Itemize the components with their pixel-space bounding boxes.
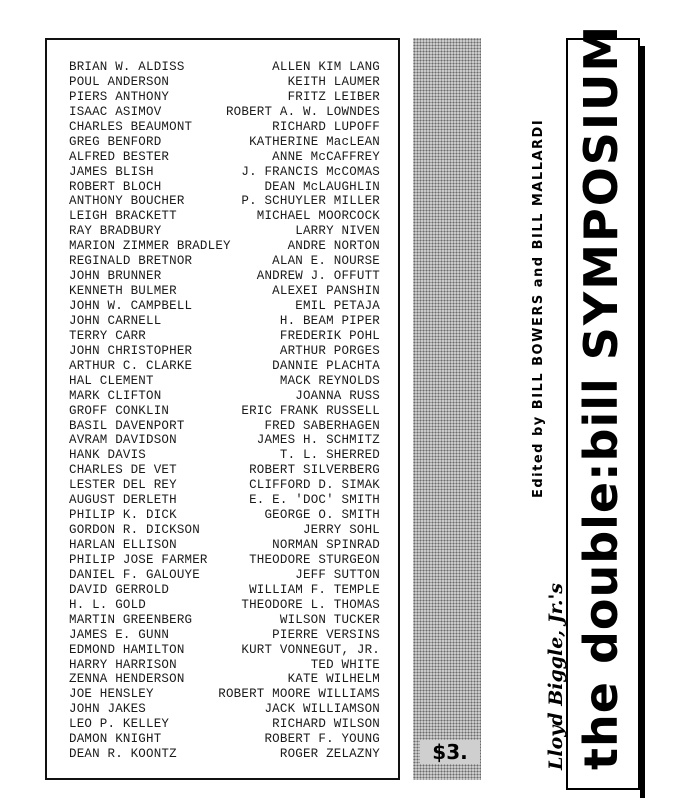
- contributors-right-column: [218, 60, 380, 762]
- contributor-name: ANDREW J. OFFUTT: [256, 269, 380, 284]
- title-prefix: the double:bill: [574, 377, 628, 770]
- contributor-name: HARLAN ELLISON: [69, 538, 177, 552]
- contributor-name: J. FRANCIS McCOMAS: [241, 164, 380, 179]
- contributor-name: JOHN W. CAMPBELL: [69, 299, 193, 313]
- contributor-name: DEAN McLAUGHLIN: [264, 179, 380, 194]
- contributor-name: DANIEL F. GALOUYE: [69, 567, 200, 582]
- contributor-name: P. SCHUYLER MILLER: [241, 194, 380, 209]
- contributor-name: FRITZ LEIBER: [287, 89, 380, 104]
- contributor-name: JOHN CARNELL: [69, 313, 162, 328]
- contributor-name: ALFRED BESTER: [69, 149, 170, 164]
- contributor-name: RICHARD WILSON: [272, 717, 380, 732]
- contributor-name: PIERS ANTHONY: [69, 89, 170, 104]
- contributor-name: ERIC FRANK RUSSELL: [241, 403, 380, 418]
- contributor-name: PHILIP K. DICK: [69, 508, 177, 523]
- contributor-name: MACK REYNOLDS: [279, 373, 380, 388]
- price-label: $3.: [420, 740, 480, 764]
- contributor-name: MICHAEL MOORCOCK: [256, 209, 380, 224]
- contributor-name: FRED SABERHAGEN: [264, 418, 380, 433]
- contributor-name: JOHN CHRISTOPHER: [69, 343, 193, 358]
- contributor-name: PIERRE VERSINS: [272, 627, 380, 642]
- contributor-name: EDMOND HAMILTON: [69, 642, 185, 657]
- contributor-name: H. L. GOLD: [69, 597, 147, 612]
- contributor-name: JAMES E. GUNN: [69, 627, 170, 642]
- contributor-name: BASIL DAVENPORT: [69, 418, 185, 433]
- contributor-name: RAY BRADBURY: [69, 224, 162, 239]
- contributor-name: THEODORE STURGEON: [249, 552, 380, 567]
- contributor-name: JEFF SUTTON: [295, 567, 380, 582]
- contributor-name: KATE WILHELM: [287, 672, 380, 687]
- contributor-name: KENNETH BULMER: [69, 284, 177, 299]
- contributor-name: PHILIP JOSE FARMER: [69, 552, 208, 567]
- contributor-name: HAL CLEMENT: [69, 373, 154, 388]
- contributor-name: ALLEN KIM LANG: [272, 60, 380, 74]
- contributor-name: BRIAN W. ALDISS: [69, 60, 185, 74]
- contributor-name: NORMAN SPINRAD: [272, 538, 380, 552]
- contributor-name: ANDRE NORTON: [287, 239, 380, 254]
- contributor-name: T. L. SHERRED: [279, 448, 380, 463]
- contributor-name: THEODORE L. THOMAS: [241, 597, 380, 612]
- contributor-name: CHARLES DE VET: [69, 463, 177, 478]
- contributor-name: JERRY SOHL: [302, 523, 380, 538]
- contributor-name: EMIL PETAJA: [295, 299, 380, 313]
- contributor-name: KEITH LAUMER: [287, 74, 380, 89]
- contributor-name: DEAN R. KOONTZ: [69, 747, 177, 762]
- contributor-name: ROBERT A. W. LOWNDES: [225, 104, 380, 119]
- contributor-name: E. E. 'DOC' SMITH: [249, 493, 380, 508]
- editors-credit: Edited by BILL BOWERS and BILL MALLARDI: [531, 118, 546, 498]
- contributor-name: ALEXEI PANSHIN: [272, 284, 380, 299]
- contributor-name: ARTHUR C. CLARKE: [69, 358, 193, 373]
- contributor-name: JOANNA RUSS: [295, 388, 380, 403]
- contributor-name: ROGER ZELAZNY: [279, 747, 380, 762]
- contributor-name: JOHN BRUNNER: [69, 269, 162, 284]
- contributor-name: ROBERT F. YOUNG: [264, 732, 380, 747]
- contributor-name: ANNE McCAFFREY: [272, 149, 380, 164]
- contributor-name: CHARLES BEAUMONT: [69, 119, 193, 134]
- contributor-name: KATHERINE MacLEAN: [249, 134, 380, 149]
- magazine-title: [574, 24, 628, 770]
- contributor-name: LEIGH BRACKETT: [69, 209, 177, 224]
- contributor-name: JOHN JAKES: [69, 702, 147, 717]
- contributor-name: AUGUST DERLETH: [69, 493, 177, 508]
- contributor-name: MARION ZIMMER BRADLEY: [69, 239, 231, 254]
- contributor-name: GROFF CONKLIN: [69, 403, 170, 418]
- contributor-name: AVRAM DAVIDSON: [69, 433, 177, 448]
- contributors-left-column: [69, 60, 231, 762]
- title-word: SYMPOSIUM: [574, 23, 628, 361]
- contributor-name: ISAAC ASIMOV: [69, 104, 162, 119]
- contributor-name: GORDON R. DICKSON: [69, 523, 200, 538]
- contributor-name: DAMON KNIGHT: [69, 732, 162, 747]
- contributor-name: ROBERT MOORE WILLIAMS: [218, 687, 380, 702]
- contributors-list-box: [45, 38, 400, 780]
- contributor-name: ROBERT BLOCH: [69, 179, 162, 194]
- contributor-name: JACK WILLIAMSON: [264, 702, 380, 717]
- contributor-name: TERRY CARR: [69, 328, 147, 343]
- contributor-name: KURT VONNEGUT, JR.: [241, 642, 380, 657]
- contributor-name: DAVID GERROLD: [69, 582, 170, 597]
- contributor-name: ROBERT SILVERBERG: [249, 463, 380, 478]
- contributor-name: ANTHONY BOUCHER: [69, 194, 185, 209]
- contributor-name: LESTER DEL REY: [69, 478, 177, 493]
- contributor-name: ARTHUR PORGES: [279, 343, 380, 358]
- contributor-name: HANK DAVIS: [69, 448, 147, 463]
- contributor-name: FREDERIK POHL: [279, 328, 380, 343]
- contributor-name: WILLIAM F. TEMPLE: [249, 582, 380, 597]
- contributor-name: HARRY HARRISON: [69, 657, 177, 672]
- publisher-credit: Lloyd Biggle, Jr.'s: [545, 583, 567, 770]
- contributor-name: GREG BENFORD: [69, 134, 162, 149]
- contributor-name: JAMES BLISH: [69, 164, 154, 179]
- contributor-name: ALAN E. NOURSE: [272, 254, 380, 269]
- contributor-name: POUL ANDERSON: [69, 74, 170, 89]
- contributor-name: JAMES H. SCHMITZ: [256, 433, 380, 448]
- contributor-name: RICHARD LUPOFF: [272, 119, 380, 134]
- contributor-name: TED WHITE: [310, 657, 380, 672]
- contributor-name: REGINALD BRETNOR: [69, 254, 193, 269]
- contributor-name: H. BEAM PIPER: [279, 313, 380, 328]
- contributor-name: JOE HENSLEY: [69, 687, 154, 702]
- contributor-name: MARK CLIFTON: [69, 388, 162, 403]
- contributor-name: CLIFFORD D. SIMAK: [249, 478, 380, 493]
- contributor-name: MARTIN GREENBERG: [69, 612, 193, 627]
- contributor-name: ZENNA HENDERSON: [69, 672, 185, 687]
- contributor-name: LARRY NIVEN: [295, 224, 380, 239]
- halftone-strip: [413, 38, 481, 780]
- contributor-name: LEO P. KELLEY: [69, 717, 170, 732]
- contributor-name: WILSON TUCKER: [279, 612, 380, 627]
- contributor-name: DANNIE PLACHTA: [272, 358, 380, 373]
- contributor-name: GEORGE O. SMITH: [264, 508, 380, 523]
